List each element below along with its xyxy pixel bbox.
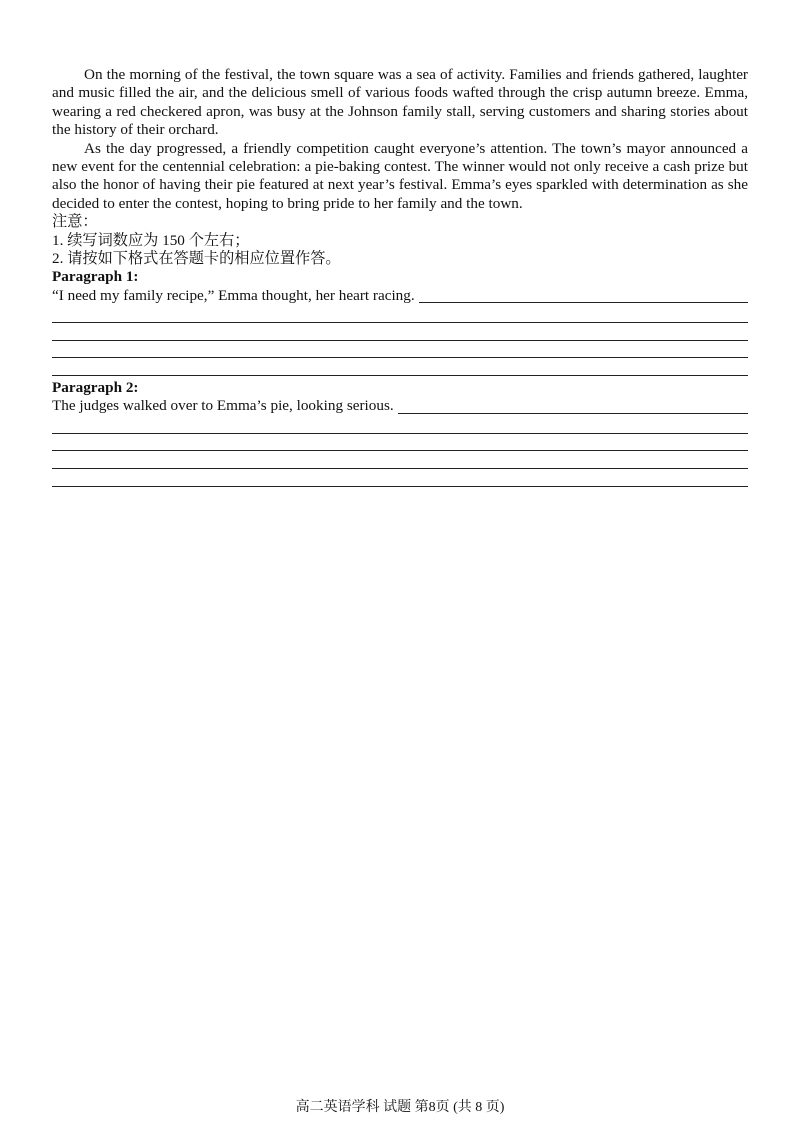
section-heading: Paragraph 2:	[52, 379, 139, 397]
answer-section-2	[52, 379, 748, 487]
answer-line[interactable]	[52, 305, 748, 323]
answer-line[interactable]	[52, 416, 748, 434]
answer-section-1	[52, 268, 748, 376]
answer-line[interactable]	[52, 434, 748, 452]
answer-line[interactable]	[52, 451, 748, 469]
lead-sentence-row	[52, 287, 748, 305]
note-item: 2. 请按如下格式在答题卡的相应位置作答。	[52, 250, 341, 268]
lead-sentence: “I need my family recipe,” Emma thought, her heart racing.	[52, 286, 415, 304]
exam-page	[52, 66, 748, 487]
story-paragraph: As the day progressed, a friendly competition caught everyone’s attention. The town’s mayor announced a new event for the centennial celebration: a pie-baking contest. The winner would not only receive a cash prize but also the honor of having their pie featured at next year’s festival. Emma’s eyes sparkled with determination as she decided to enter the contest, hoping to bring pride to her family and the town.	[52, 139, 748, 212]
notes-title: 注意：	[52, 213, 98, 231]
answer-line[interactable]	[398, 413, 748, 414]
note-item: 1. 续写词数应为 150 个左右；	[52, 231, 250, 249]
answer-line[interactable]	[52, 469, 748, 487]
lead-sentence-row	[52, 397, 748, 415]
answer-line[interactable]	[52, 341, 748, 359]
story-paragraph: On the morning of the festival, the town square was a sea of activity. Families and friends gathered, laughter and music filled the air, and the delicious smell of various foods wafted through the crisp autumn breeze. Emma, wearing a red checkered apron, was busy at the Johnson family stall, serving customers and sharing stories about the history of their orchard.	[52, 66, 748, 139]
lead-sentence: The judges walked over to Emma’s pie, looking serious.	[52, 397, 394, 415]
section-heading: Paragraph 1:	[52, 268, 139, 286]
answer-line[interactable]	[52, 323, 748, 341]
page-footer: 高二英语学科 试题 第8页 (共 8 页)	[295, 1100, 505, 1115]
answer-line[interactable]	[419, 302, 748, 303]
answer-line[interactable]	[52, 358, 748, 376]
